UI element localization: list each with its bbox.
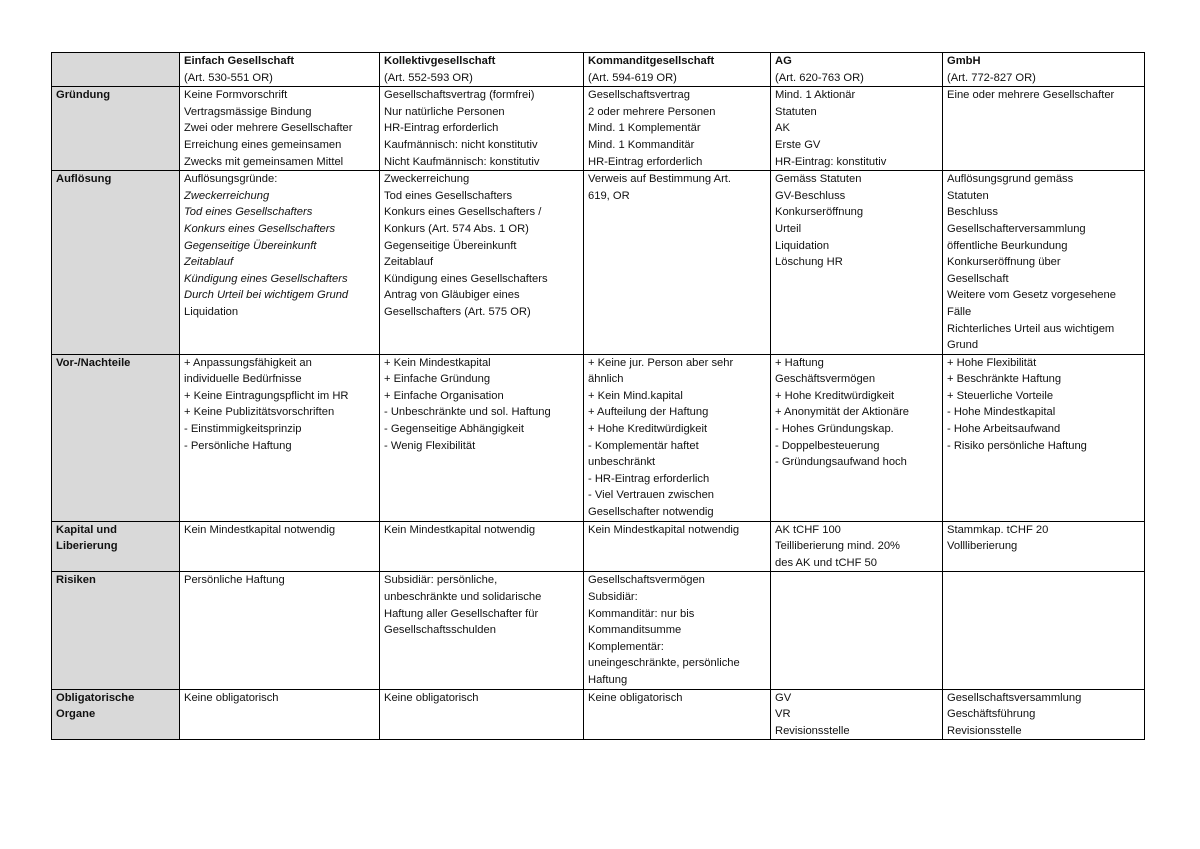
- cell-line: Keine obligatorisch: [384, 691, 479, 704]
- table-cell: [380, 521, 584, 572]
- cell-line: - Doppelbesteuerung: [775, 439, 880, 452]
- column-subtitle: (Art. 620-763 OR): [775, 71, 864, 84]
- cell-line: Gegenseitige Übereinkunft: [384, 239, 517, 252]
- header-cell: [180, 53, 380, 87]
- cell-line: Revisionsstelle: [775, 724, 850, 737]
- cell-line: + Aufteilung der Haftung: [588, 406, 709, 419]
- column-title: Kommanditgesellschaft: [588, 55, 715, 67]
- cell-line: Kommanditsumme: [588, 624, 682, 637]
- table-cell: [380, 87, 584, 171]
- cell-line: Haftung aller Gesellschafter für: [384, 607, 539, 620]
- cell-line: öffentliche Beurkundung: [947, 239, 1068, 252]
- table-cell: [943, 87, 1145, 171]
- cell-line: Antrag von Gläubiger eines: [384, 289, 520, 302]
- cell-line: - Hohes Gründungskap.: [775, 423, 894, 436]
- table-cell: [943, 354, 1145, 521]
- table-cell: [771, 171, 943, 355]
- table-cell: [771, 354, 943, 521]
- cell-line: Gesellschaftsversammlung: [947, 691, 1082, 704]
- cell-line: Konkurseröffnung: [775, 206, 864, 219]
- cell-line: + Steuerliche Vorteile: [947, 389, 1054, 402]
- cell-line: + Hohe Kreditwürdigkeit: [588, 423, 708, 436]
- cell-line: + Hohe Kreditwürdigkeit: [775, 389, 895, 402]
- cell-line: Konkurs (Art. 574 Abs. 1 OR): [384, 222, 529, 235]
- row-header-label: Liberierung: [56, 540, 118, 553]
- table-cell: [180, 572, 380, 689]
- cell-line: des AK und tCHF 50: [775, 556, 877, 569]
- cell-line: Durch Urteil bei wichtigem Grund: [184, 289, 349, 302]
- cell-line: Gesellschaftsschulden: [384, 624, 496, 637]
- table-cell: [584, 87, 771, 171]
- cell-line: Stammkap. tCHF 20: [947, 523, 1049, 536]
- table-cell: [380, 689, 584, 740]
- cell-line: - Viel Vertrauen zwischen: [588, 489, 715, 502]
- cell-line: Gegenseitige Übereinkunft: [184, 239, 317, 252]
- row-header: [52, 572, 180, 689]
- cell-line: - Wenig Flexibilität: [384, 439, 476, 452]
- row-header: [52, 354, 180, 521]
- cell-line: - Persönliche Haftung: [184, 439, 292, 452]
- row-header-label: Auflösung: [56, 173, 112, 186]
- cell-line: Konkurseröffnung über: [947, 256, 1061, 269]
- table-cell: [943, 689, 1145, 740]
- cell-line: unbeschränkt: [588, 456, 656, 469]
- row-header-label: Kapital und: [56, 523, 117, 536]
- cell-line: Mind. 1 Kommanditär: [588, 138, 695, 151]
- cell-line: Geschäftsführung: [947, 708, 1036, 721]
- cell-line: Grund: [947, 339, 979, 352]
- column-subtitle: (Art. 594-619 OR): [588, 71, 677, 84]
- row-header-label: Risiken: [56, 574, 96, 587]
- cell-line: - Gegenseitige Abhängigkeit: [384, 423, 524, 436]
- header-row: [52, 53, 1145, 87]
- table-row-grundung: [52, 87, 1145, 171]
- cell-line: Gemäss Statuten: [775, 173, 862, 186]
- table-cell: [380, 171, 584, 355]
- cell-line: + Kein Mindestkapital: [384, 356, 491, 369]
- cell-line: AK tCHF 100: [775, 523, 841, 536]
- cell-line: Weitere vom Gesetz vorgesehene: [947, 289, 1116, 302]
- column-subtitle: (Art. 552-593 OR): [384, 71, 473, 84]
- row-header-label: Vor-/Nachteile: [56, 356, 131, 369]
- corner-cell: [52, 53, 180, 87]
- cell-line: Mind. 1 Komplementär: [588, 122, 701, 135]
- cell-line: Zeitablauf: [184, 256, 234, 269]
- table-cell: [180, 689, 380, 740]
- cell-line: Urteil: [775, 222, 802, 235]
- cell-line: Beschluss: [947, 206, 998, 219]
- cell-line: GV: [775, 691, 792, 704]
- table-cell: [943, 521, 1145, 572]
- column-subtitle: (Art. 530-551 OR): [184, 71, 273, 84]
- cell-line: Nur natürliche Personen: [384, 105, 505, 118]
- row-header-label: Gründung: [56, 89, 111, 102]
- cell-line: Gesellschaftsvertrag: [588, 89, 690, 102]
- cell-line: Subsidiär: persönliche,: [384, 574, 498, 587]
- cell-line: Erste GV: [775, 138, 821, 151]
- cell-line: Zwei oder mehrere Gesellschafter: [184, 122, 353, 135]
- cell-line: Liquidation: [775, 239, 830, 252]
- cell-line: Kündigung eines Gesellschafters: [384, 272, 548, 285]
- cell-line: Zweckerreichung: [184, 189, 270, 202]
- cell-line: Teilliberierung mind. 20%: [775, 540, 900, 553]
- cell-line: + Einfache Organisation: [384, 389, 504, 402]
- cell-line: AK: [775, 122, 790, 135]
- cell-line: Komplementär:: [588, 640, 664, 653]
- cell-line: Auflösungsgründe:: [184, 173, 278, 186]
- cell-line: 2 oder mehrere Personen: [588, 105, 716, 118]
- cell-line: Liquidation: [184, 305, 239, 318]
- cell-line: Kein Mindestkapital notwendig: [384, 523, 536, 536]
- cell-line: Vollliberierung: [947, 540, 1018, 553]
- cell-line: Verweis auf Bestimmung Art.: [588, 173, 732, 186]
- table-row-vor-nachteile: [52, 354, 1145, 521]
- cell-line: Gesellschaftsvermögen: [588, 574, 705, 587]
- cell-line: Zweckerreichung: [384, 173, 470, 186]
- cell-line: Statuten: [947, 189, 989, 202]
- column-title: Kollektivgesellschaft: [384, 55, 496, 67]
- cell-line: HR-Eintrag erforderlich: [588, 155, 703, 168]
- cell-line: Statuten: [775, 105, 817, 118]
- cell-line: - Hohe Arbeitsaufwand: [947, 423, 1061, 436]
- cell-line: Gesellschafterversammlung: [947, 222, 1086, 235]
- cell-line: Kommanditär: nur bis: [588, 607, 695, 620]
- header-cell: [380, 53, 584, 87]
- cell-line: + Einfache Gründung: [384, 373, 491, 386]
- cell-line: GV-Beschluss: [775, 189, 846, 202]
- cell-line: Keine obligatorisch: [184, 691, 279, 704]
- row-header-label: Organe: [56, 708, 96, 721]
- header-cell: [771, 53, 943, 87]
- table-cell: [584, 354, 771, 521]
- cell-line: 619, OR: [588, 189, 630, 202]
- table-cell: [380, 354, 584, 521]
- cell-line: Gesellschaftsvertrag (formfrei): [384, 89, 535, 102]
- row-header: [52, 521, 180, 572]
- column-title: AG: [775, 55, 792, 67]
- cell-line: Konkurs eines Gesellschafters /: [384, 206, 542, 219]
- column-title: Einfach Gesellschaft: [184, 55, 295, 67]
- cell-line: + Haftung: [775, 356, 824, 369]
- cell-line: individuelle Bedürfnisse: [184, 373, 302, 386]
- column-subtitle: (Art. 772-827 OR): [947, 71, 1036, 84]
- table-cell: [584, 689, 771, 740]
- table-row-risiken: [52, 572, 1145, 689]
- cell-line: ähnlich: [588, 373, 624, 386]
- cell-line: - Risiko persönliche Haftung: [947, 439, 1087, 452]
- table-cell: [943, 572, 1145, 689]
- table-cell: [943, 171, 1145, 355]
- table-row-kapital-und-liberierung: [52, 521, 1145, 572]
- cell-line: Mind. 1 Aktionär: [775, 89, 856, 102]
- cell-line: - Unbeschränkte und sol. Haftung: [384, 406, 551, 419]
- cell-line: + Kein Mind.kapital: [588, 389, 683, 402]
- row-header: [52, 689, 180, 740]
- cell-line: Subsidiär:: [588, 591, 638, 603]
- cell-line: + Keine Eintragungspflicht im HR: [184, 389, 349, 402]
- table-cell: [771, 521, 943, 572]
- cell-line: Kein Mindestkapital notwendig: [588, 523, 740, 536]
- cell-line: - Hohe Mindestkapital: [947, 406, 1056, 419]
- table-cell: [180, 171, 380, 355]
- table-cell: [771, 87, 943, 171]
- cell-line: + Anonymität der Aktionäre: [775, 406, 910, 419]
- cell-line: unbeschränkte und solidarische: [384, 591, 542, 603]
- cell-line: Keine obligatorisch: [588, 691, 683, 704]
- cell-line: + Keine jur. Person aber sehr: [588, 356, 734, 369]
- cell-line: Fälle: [947, 305, 972, 318]
- table-cell: [771, 572, 943, 689]
- row-header-label: Obligatorische: [56, 691, 135, 704]
- cell-line: Haftung: [588, 673, 628, 686]
- row-header: [52, 171, 180, 355]
- header-cell: [584, 53, 771, 87]
- cell-line: Gesellschaft: [947, 272, 1009, 285]
- cell-line: Erreichung eines gemeinsamen: [184, 138, 342, 151]
- cell-line: Gesellschafters (Art. 575 OR): [384, 305, 531, 318]
- table-cell: [584, 171, 771, 355]
- cell-line: Tod eines Gesellschafters: [184, 206, 313, 219]
- table-row-auflosung: [52, 171, 1145, 355]
- table-cell: [180, 521, 380, 572]
- cell-line: Zwecks mit gemeinsamen Mittel: [184, 155, 344, 168]
- cell-line: Konkurs eines Gesellschafters: [184, 222, 336, 235]
- cell-line: + Keine Publizitätsvorschriften: [184, 406, 335, 419]
- table-cell: [180, 354, 380, 521]
- cell-line: VR: [775, 708, 791, 721]
- comparison-table: [51, 52, 1145, 740]
- header-cell: [943, 53, 1145, 87]
- cell-line: Eine oder mehrere Gesellschafter: [947, 89, 1115, 102]
- cell-line: - Komplementär haftet: [588, 439, 699, 452]
- table-cell: [771, 689, 943, 740]
- table-row-obligatorische-organe: [52, 689, 1145, 740]
- cell-line: Tod eines Gesellschafters: [384, 189, 513, 202]
- cell-line: - Gründungsaufwand hoch: [775, 456, 907, 469]
- cell-line: Keine Formvorschrift: [184, 89, 288, 102]
- cell-line: Vertragsmässige Bindung: [184, 105, 312, 118]
- cell-line: uneingeschränkte, persönliche: [588, 657, 740, 670]
- cell-line: + Hohe Flexibilität: [947, 356, 1037, 369]
- cell-line: - HR-Eintrag erforderlich: [588, 472, 710, 485]
- cell-line: Kaufmännisch: nicht konstitutiv: [384, 138, 538, 151]
- cell-line: Kündigung eines Gesellschafters: [184, 272, 348, 285]
- cell-line: Persönliche Haftung: [184, 574, 285, 587]
- table-cell: [584, 521, 771, 572]
- cell-line: Löschung HR: [775, 256, 843, 269]
- table-cell: [584, 572, 771, 689]
- cell-line: Revisionsstelle: [947, 724, 1022, 737]
- cell-line: Gesellschafter notwendig: [588, 506, 714, 519]
- cell-line: - Einstimmigkeitsprinzip: [184, 423, 302, 436]
- column-title: GmbH: [947, 55, 981, 67]
- cell-line: Kein Mindestkapital notwendig: [184, 523, 336, 536]
- cell-line: Geschäftsvermögen: [775, 373, 876, 386]
- table-cell: [380, 572, 584, 689]
- cell-line: Auflösungsgrund gemäss: [947, 173, 1074, 186]
- cell-line: HR-Eintrag: konstitutiv: [775, 155, 887, 168]
- cell-line: + Beschränkte Haftung: [947, 373, 1062, 386]
- row-header: [52, 87, 180, 171]
- cell-line: HR-Eintrag erforderlich: [384, 122, 499, 135]
- cell-line: Richterliches Urteil aus wichtigem: [947, 322, 1115, 335]
- table-cell: [180, 87, 380, 171]
- cell-line: + Anpassungsfähigkeit an: [184, 356, 312, 369]
- cell-line: Nicht Kaufmännisch: konstitutiv: [384, 155, 540, 168]
- cell-line: Zeitablauf: [384, 256, 434, 269]
